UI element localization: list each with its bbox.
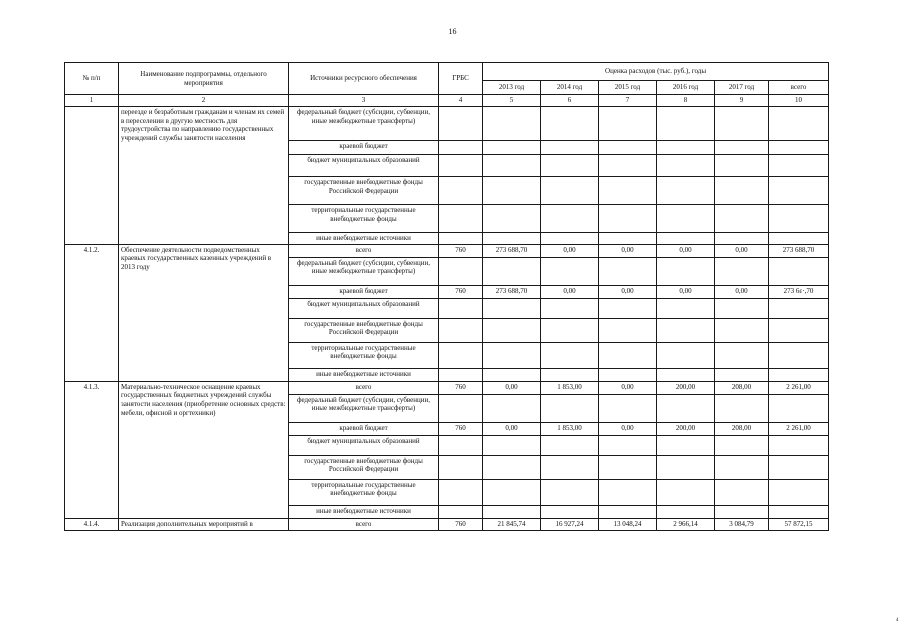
year-value <box>657 204 715 232</box>
year-value <box>657 479 715 505</box>
total-value <box>769 318 829 342</box>
year-value: 2 966,14 <box>657 518 715 530</box>
funding-source: государственные внебюджетные фонды Российской Федерации <box>289 318 439 342</box>
table-row <box>65 518 829 530</box>
year-value <box>599 257 657 285</box>
funding-source: иные внебюджетные источники <box>289 232 439 244</box>
year-value: 0,00 <box>541 285 599 298</box>
year-value <box>599 318 657 342</box>
year-value <box>657 154 715 176</box>
header-name: Наименование подпрограммы, отдельного мероприятия <box>119 63 289 95</box>
year-value <box>483 106 541 140</box>
year-value <box>715 435 769 455</box>
year-value <box>541 257 599 285</box>
column-number: 9 <box>715 95 769 107</box>
year-value <box>483 176 541 204</box>
funding-source: краевой бюджет <box>289 422 439 435</box>
year-value: 0,00 <box>657 285 715 298</box>
total-value <box>769 298 829 318</box>
year-value <box>715 257 769 285</box>
funding-source: иные внебюджетные источники <box>289 368 439 381</box>
activity-name: Обеспечение деятельности подведомственных краевых государственных казенных учреждений в 2013 году <box>119 244 289 381</box>
year-value <box>599 479 657 505</box>
year-value <box>541 435 599 455</box>
year-value <box>599 368 657 381</box>
grbs-code <box>439 204 483 232</box>
year-value: 3 084,79 <box>715 518 769 530</box>
year-value <box>599 154 657 176</box>
year-value: 0,00 <box>657 244 715 257</box>
year-value <box>483 232 541 244</box>
funding-source: краевой бюджет <box>289 285 439 298</box>
year-value: 208,00 <box>715 422 769 435</box>
total-value <box>769 204 829 232</box>
year-value <box>599 505 657 518</box>
year-value <box>657 455 715 479</box>
funding-source: иные внебюджетные источники <box>289 505 439 518</box>
grbs-code <box>439 318 483 342</box>
total-value <box>769 257 829 285</box>
column-number: 4 <box>439 95 483 107</box>
funding-source: всего <box>289 381 439 394</box>
row-index: 4.1.2. <box>65 244 119 381</box>
column-number: 10 <box>769 95 829 107</box>
year-value <box>541 505 599 518</box>
funding-source: государственные внебюджетные фонды Российской Федерации <box>289 455 439 479</box>
table-body <box>65 106 829 530</box>
total-value <box>769 479 829 505</box>
grbs-code <box>439 140 483 154</box>
year-value: 0,00 <box>715 285 769 298</box>
year-value <box>599 106 657 140</box>
grbs-code <box>439 368 483 381</box>
column-number: 1 <box>65 95 119 107</box>
year-value <box>599 455 657 479</box>
table-header <box>65 63 829 107</box>
grbs-code <box>439 257 483 285</box>
year-value <box>483 140 541 154</box>
year-value <box>657 394 715 422</box>
year-value: 273 688,70 <box>483 244 541 257</box>
header-year: 2013 год <box>483 81 541 95</box>
year-value: 200,00 <box>657 422 715 435</box>
year-value <box>541 140 599 154</box>
column-number: 3 <box>289 95 439 107</box>
total-value <box>769 342 829 368</box>
total-value <box>769 154 829 176</box>
grbs-code: 760 <box>439 244 483 257</box>
year-value <box>599 176 657 204</box>
header-source: Источники ресурсного обеспечения <box>289 63 439 95</box>
year-value <box>541 298 599 318</box>
year-value <box>715 140 769 154</box>
total-value <box>769 455 829 479</box>
year-value: 13 048,24 <box>599 518 657 530</box>
row-index: 4.1.3. <box>65 381 119 518</box>
activity-name: Материально-техническое оснащение краевых государственных бюджетных учреждений службы занятости населения (приобретение основных средств: мебели, офисной и оргтехники) <box>119 381 289 518</box>
year-value <box>483 204 541 232</box>
year-value <box>715 106 769 140</box>
year-value <box>715 232 769 244</box>
funding-source: территориальные государственные внебюджетные фонды <box>289 342 439 368</box>
header-year: 2015 год <box>599 81 657 95</box>
year-value: 1 853,00 <box>541 422 599 435</box>
funding-source: территориальные государственные внебюджетные фонды <box>289 204 439 232</box>
year-value <box>657 435 715 455</box>
year-value: 0,00 <box>599 422 657 435</box>
year-value <box>599 394 657 422</box>
table-row <box>65 381 829 394</box>
year-value: 0,00 <box>599 285 657 298</box>
year-value: 21 845,74 <box>483 518 541 530</box>
year-value <box>541 479 599 505</box>
header-year: 2017 год <box>715 81 769 95</box>
funding-source: федеральный бюджет (субсидии, субвенции, иные межбюджетные трансферты) <box>289 394 439 422</box>
total-value: 273 6ε·,70 <box>769 285 829 298</box>
total-value <box>769 176 829 204</box>
funding-source: всего <box>289 244 439 257</box>
year-value <box>541 318 599 342</box>
funding-source: федеральный бюджет (субсидии, субвенции, иные межбюджетные трансферты) <box>289 106 439 140</box>
year-value <box>657 298 715 318</box>
total-value: 57 872,15 <box>769 518 829 530</box>
total-value <box>769 394 829 422</box>
year-value <box>599 232 657 244</box>
total-value <box>769 106 829 140</box>
year-value <box>541 106 599 140</box>
year-value <box>715 394 769 422</box>
year-value <box>599 342 657 368</box>
total-value: 2 261,00 <box>769 422 829 435</box>
year-value: 0,00 <box>541 244 599 257</box>
year-value <box>657 368 715 381</box>
column-number: 8 <box>657 95 715 107</box>
funding-source: всего <box>289 518 439 530</box>
total-value: 273 688,70 <box>769 244 829 257</box>
total-value <box>769 435 829 455</box>
year-value <box>657 342 715 368</box>
total-value <box>769 368 829 381</box>
year-value <box>657 106 715 140</box>
year-value <box>657 140 715 154</box>
year-value <box>483 154 541 176</box>
year-value <box>541 342 599 368</box>
year-value <box>483 505 541 518</box>
total-value <box>769 232 829 244</box>
year-value <box>541 204 599 232</box>
header-year: 2014 год <box>541 81 599 95</box>
year-value <box>657 257 715 285</box>
header-grbs: ГРБС <box>439 63 483 95</box>
year-value <box>483 455 541 479</box>
corner-mark: 4 <box>896 618 899 623</box>
header-total: всего <box>769 81 829 95</box>
year-value <box>541 154 599 176</box>
year-value: 1 853,00 <box>541 381 599 394</box>
year-value: 0,00 <box>483 422 541 435</box>
year-value <box>715 176 769 204</box>
year-value <box>715 204 769 232</box>
year-value: 16 927,24 <box>541 518 599 530</box>
year-value <box>483 435 541 455</box>
grbs-code <box>439 176 483 204</box>
year-value <box>541 232 599 244</box>
page-number: 16 <box>448 27 457 36</box>
grbs-code <box>439 232 483 244</box>
year-value <box>483 394 541 422</box>
grbs-code <box>439 342 483 368</box>
year-value <box>483 479 541 505</box>
table-row <box>65 244 829 257</box>
grbs-code: 760 <box>439 422 483 435</box>
year-value <box>715 505 769 518</box>
year-value <box>483 318 541 342</box>
grbs-code <box>439 154 483 176</box>
year-value <box>599 435 657 455</box>
column-number: 2 <box>119 95 289 107</box>
year-value <box>715 154 769 176</box>
year-value: 200,00 <box>657 381 715 394</box>
grbs-code <box>439 298 483 318</box>
year-value: 0,00 <box>715 244 769 257</box>
year-value <box>599 298 657 318</box>
grbs-code <box>439 479 483 505</box>
row-index <box>65 106 119 244</box>
year-value <box>715 455 769 479</box>
year-value <box>541 368 599 381</box>
year-value: 273 688,70 <box>483 285 541 298</box>
table-row <box>65 106 829 140</box>
column-number: 6 <box>541 95 599 107</box>
year-value <box>541 394 599 422</box>
year-value <box>541 455 599 479</box>
grbs-code <box>439 435 483 455</box>
funding-source: федеральный бюджет (субсидии, субвенции, иные межбюджетные трансферты) <box>289 257 439 285</box>
funding-source: бюджет муниципальных образований <box>289 298 439 318</box>
grbs-code: 760 <box>439 285 483 298</box>
year-value <box>657 505 715 518</box>
year-value <box>599 140 657 154</box>
row-index: 4.1.4. <box>65 518 119 530</box>
funding-source: территориальные государственные внебюджетные фонды <box>289 479 439 505</box>
grbs-code: 760 <box>439 518 483 530</box>
year-value <box>657 232 715 244</box>
grbs-code: 760 <box>439 381 483 394</box>
header-estimate: Оценка расходов (тыс. руб.), годы <box>483 63 829 81</box>
year-value <box>715 298 769 318</box>
funding-source: бюджет муниципальных образований <box>289 435 439 455</box>
column-number-row <box>65 95 829 107</box>
funding-source: бюджет муниципальных образований <box>289 154 439 176</box>
budget-table <box>64 62 829 531</box>
column-number: 5 <box>483 95 541 107</box>
grbs-code <box>439 455 483 479</box>
year-value <box>483 298 541 318</box>
header-num: № п/п <box>65 63 119 95</box>
year-value <box>715 342 769 368</box>
total-value <box>769 505 829 518</box>
funding-source: государственные внебюджетные фонды Российской Федерации <box>289 176 439 204</box>
year-value: 0,00 <box>599 381 657 394</box>
total-value: 2 261,00 <box>769 381 829 394</box>
year-value <box>715 368 769 381</box>
grbs-code <box>439 106 483 140</box>
year-value <box>541 176 599 204</box>
year-value <box>657 176 715 204</box>
year-value <box>715 479 769 505</box>
year-value <box>599 204 657 232</box>
grbs-code <box>439 505 483 518</box>
activity-name: Реализация дополнительных мероприятий в <box>119 518 289 530</box>
year-value <box>715 318 769 342</box>
year-value <box>483 257 541 285</box>
year-value: 0,00 <box>599 244 657 257</box>
funding-source: краевой бюджет <box>289 140 439 154</box>
year-value <box>483 342 541 368</box>
header-year: 2016 год <box>657 81 715 95</box>
year-value <box>483 368 541 381</box>
year-value: 0,00 <box>483 381 541 394</box>
column-number: 7 <box>599 95 657 107</box>
total-value <box>769 140 829 154</box>
grbs-code <box>439 394 483 422</box>
year-value: 208,00 <box>715 381 769 394</box>
year-value <box>657 318 715 342</box>
activity-name: переезде и безработным гражданам и членам их семей в переселении в другую местность для трудоустройства по направлению государственных учреждений службы занятости населения <box>119 106 289 244</box>
